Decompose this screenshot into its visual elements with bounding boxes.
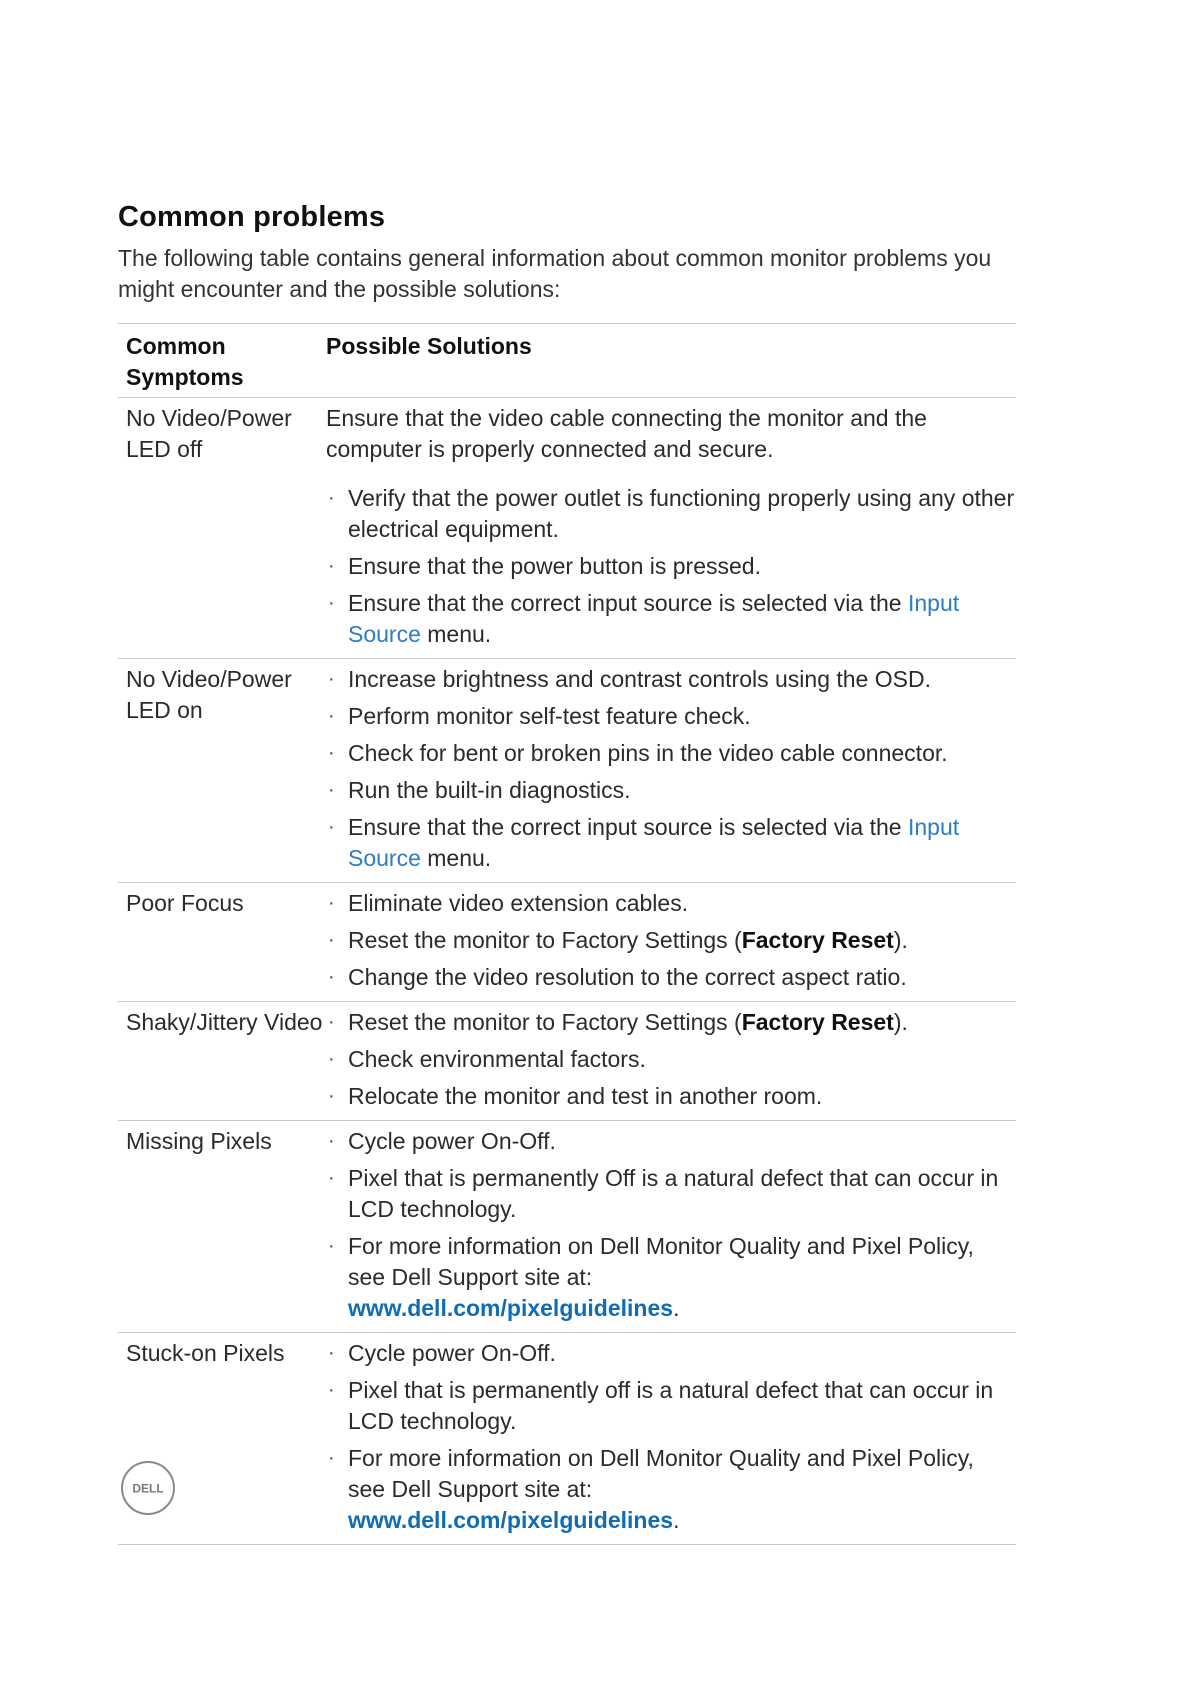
bullet-icon: · [328, 742, 335, 764]
list-item: · Relocate the monitor and test in another room. [326, 1081, 1016, 1112]
input-source-link[interactable]: Input Source [348, 814, 960, 871]
bullet-icon: · [328, 966, 335, 988]
bullet-icon: · [328, 555, 335, 577]
list-item: · Cycle power On-Off. [326, 1338, 1016, 1369]
factory-reset-label: Factory Reset [741, 927, 894, 953]
symptom-cell: Missing Pixels [126, 1128, 272, 1154]
table-row [118, 398, 1016, 659]
bullet-icon: · [328, 1130, 335, 1152]
symptom-cell: No Video/Power LED off [126, 405, 292, 462]
dell-logo-icon [121, 1461, 175, 1515]
solution-list [326, 664, 1016, 874]
bullet-icon: · [328, 1235, 335, 1257]
list-item: · Reset the monitor to Factory Settings (Factory Reset). [326, 1007, 1016, 1038]
bullet-icon: · [328, 1447, 335, 1469]
list-item: · Change the video resolution to the correct aspect ratio. [326, 962, 1016, 993]
bullet-icon: · [328, 929, 335, 951]
bullet-icon: · [328, 1342, 335, 1364]
list-item: · Ensure that the correct input source is selected via the Input Source menu. [328, 590, 960, 647]
symptom-cell: Stuck-on Pixels [126, 1340, 285, 1366]
table-row [118, 1002, 1016, 1121]
list-item: · For more information on Dell Monitor Quality and Pixel Policy, see Dell Support site at: www.dell.com/pixelguidelines. [328, 1445, 974, 1533]
list-item: · Ensure that the correct input source is selected via the Input Source menu. [328, 814, 960, 871]
bullet-icon: · [328, 592, 335, 614]
table-row [118, 1333, 1016, 1545]
bullet-icon: · [328, 487, 335, 509]
table-row [118, 659, 1016, 883]
list-item: · Run the built-in diagnostics. [326, 775, 1016, 806]
table-row [118, 1121, 1016, 1333]
solution-cell [326, 403, 1016, 656]
solution-cell [326, 1007, 1016, 1118]
list-item: · Eliminate video extension cables. [326, 888, 1016, 919]
list-item: · Check environmental factors. [326, 1044, 1016, 1075]
list-item: · Verify that the power outlet is functioning properly using any other electrical equipment. [328, 485, 1015, 542]
input-source-link[interactable]: Input Source [348, 590, 960, 647]
solution-cell [326, 888, 1016, 999]
table-header-row [118, 324, 1016, 398]
bullet-icon: · [328, 1085, 335, 1107]
bullet-icon: · [328, 1379, 335, 1401]
symptom-cell: Poor Focus [126, 890, 244, 916]
list-item: · Cycle power On-Off. [326, 1126, 1016, 1157]
header-common-symptoms: Common Symptoms [126, 333, 244, 390]
symptom-cell: No Video/Power LED on [126, 666, 292, 723]
intro-paragraph: The following table contains general information about common monitor problems you might encounter and the possible solutions: [118, 245, 992, 302]
bullet-icon: · [328, 1167, 335, 1189]
problems-table [118, 323, 1016, 1545]
bullet-icon: · [328, 816, 335, 838]
solution-list [326, 1007, 1016, 1112]
solution-list [326, 1126, 1016, 1324]
solution-list [326, 1338, 1016, 1536]
list-item: · Perform monitor self-test feature check. [326, 701, 1016, 732]
list-item: · Ensure that the power button is pressed. [326, 551, 1016, 582]
list-item: · Check for bent or broken pins in the video cable connector. [326, 738, 1016, 769]
pixel-guidelines-link[interactable]: www.dell.com/pixelguidelines [348, 1295, 674, 1321]
symptom-cell: Shaky/Jittery Video [126, 1009, 323, 1035]
dell-logo-wordmark [128, 1480, 168, 1496]
section-heading: Common problems [118, 201, 386, 233]
factory-reset-label: Factory Reset [741, 1009, 894, 1035]
solution-cell [326, 1338, 1016, 1542]
svg-text:DELL: DELL [132, 1481, 164, 1496]
pixel-guidelines-link[interactable]: www.dell.com/pixelguidelines [348, 1507, 674, 1533]
header-possible-solutions: Possible Solutions [326, 333, 532, 359]
solution-list [326, 483, 1016, 650]
list-item: · Pixel that is permanently off is a natural defect that can occur in LCD technology. [328, 1377, 994, 1434]
list-item: · Pixel that is permanently Off is a natural defect that can occur in LCD technology. [328, 1165, 999, 1222]
solution-cell [326, 664, 1016, 880]
table-row [118, 883, 1016, 1002]
list-item: · Reset the monitor to Factory Settings (Factory Reset). [326, 925, 1016, 956]
bullet-icon: · [328, 1048, 335, 1070]
solution-text: Ensure that the video cable connecting the monitor and the computer is properly connected and secure. [326, 405, 927, 462]
bullet-icon: · [328, 892, 335, 914]
solution-list [326, 888, 1016, 993]
bullet-icon: · [328, 779, 335, 801]
bullet-icon: · [328, 705, 335, 727]
list-item: · For more information on Dell Monitor Quality and Pixel Policy, see Dell Support site at: www.dell.com/pixelguidelines. [328, 1233, 974, 1321]
solution-cell [326, 1126, 1016, 1330]
bullet-icon: · [328, 1011, 335, 1033]
list-item: · Increase brightness and contrast controls using the OSD. [326, 664, 1016, 695]
bullet-icon: · [328, 668, 335, 690]
